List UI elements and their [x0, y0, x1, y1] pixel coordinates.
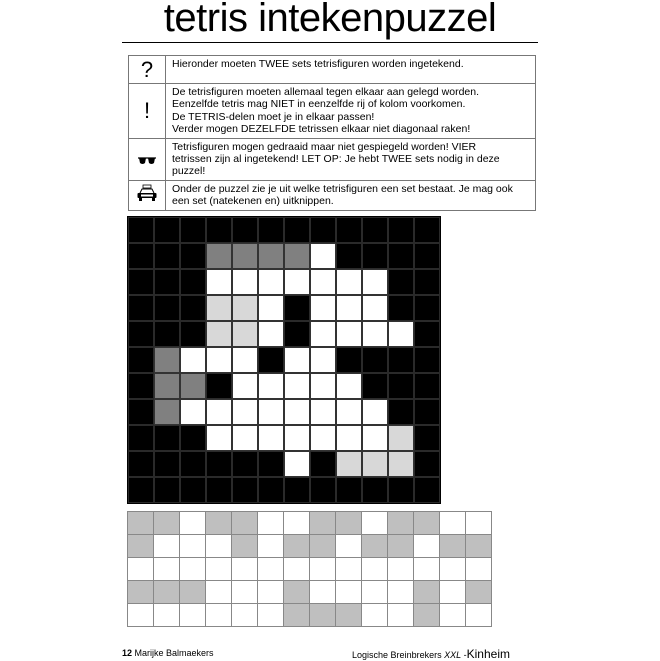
puzzle-cell[interactable]: [310, 347, 336, 373]
set-cell: [440, 535, 466, 558]
puzzle-cell[interactable]: [336, 269, 362, 295]
puzzle-cell[interactable]: [388, 451, 414, 477]
set-cell: [154, 535, 180, 558]
set-cell: [206, 512, 232, 535]
set-cell: [440, 581, 466, 604]
rule-line: Eenzelfde tetris mag NIET in eenzelfde rij of kolom voorkomen.: [172, 98, 466, 111]
page-number: 12: [122, 648, 133, 658]
puzzle-cell[interactable]: [336, 321, 362, 347]
page-title: tetris intekenpuzzel: [163, 0, 497, 40]
taxi-icon: [129, 180, 166, 210]
puzzle-cell[interactable]: [232, 243, 258, 269]
set-cell: [336, 558, 362, 581]
puzzle-cell[interactable]: [310, 399, 336, 425]
puzzle-cell[interactable]: [128, 477, 154, 503]
puzzle-cell[interactable]: [258, 425, 284, 451]
puzzle-cell[interactable]: [284, 373, 310, 399]
puzzle-cell[interactable]: [336, 425, 362, 451]
puzzle-cell[interactable]: [180, 321, 206, 347]
puzzle-cell[interactable]: [414, 451, 440, 477]
rule-line: Tetrisfiguren mogen gedraaid maar niet gespiegeld worden! VIER: [172, 140, 477, 153]
rules-table: [128, 55, 536, 211]
puzzle-cell[interactable]: [258, 321, 284, 347]
set-cell: [466, 535, 492, 558]
puzzle-cell[interactable]: [336, 399, 362, 425]
set-cell: [284, 604, 310, 627]
set-cell: [440, 512, 466, 535]
puzzle-cell[interactable]: [336, 451, 362, 477]
puzzle-cell[interactable]: [310, 243, 336, 269]
rule-row: [129, 56, 536, 84]
puzzle-cell[interactable]: [232, 425, 258, 451]
puzzle-cell[interactable]: [206, 373, 232, 399]
rule-line: Hieronder moeten TWEE sets tetrisfiguren worden ingetekend.: [172, 58, 464, 70]
puzzle-cell[interactable]: [414, 399, 440, 425]
puzzle-cell[interactable]: [414, 347, 440, 373]
puzzle-cell[interactable]: [128, 269, 154, 295]
puzzle-cell[interactable]: [258, 295, 284, 321]
rule-text: [166, 56, 536, 84]
puzzle-cell[interactable]: [206, 477, 232, 503]
set-cell: [154, 604, 180, 627]
set-cell: [284, 535, 310, 558]
puzzle-cell[interactable]: [180, 217, 206, 243]
title-divider: [122, 42, 538, 43]
puzzle-cell[interactable]: [206, 399, 232, 425]
puzzle-cell[interactable]: [128, 295, 154, 321]
puzzle-cell[interactable]: [154, 373, 180, 399]
publisher-name: Kinheim: [466, 647, 510, 661]
set-cell: [362, 535, 388, 558]
set-cell: [128, 604, 154, 627]
set-cell: [414, 604, 440, 627]
set-cell: [388, 581, 414, 604]
puzzle-cell[interactable]: [206, 269, 232, 295]
puzzle-cell[interactable]: [128, 347, 154, 373]
set-cell: [128, 558, 154, 581]
puzzle-cell[interactable]: [284, 451, 310, 477]
puzzle-cell[interactable]: [258, 217, 284, 243]
set-cell: [258, 535, 284, 558]
puzzle-cell[interactable]: [388, 269, 414, 295]
rule-row: [129, 138, 536, 180]
puzzle-cell[interactable]: [336, 347, 362, 373]
set-cell: [466, 604, 492, 627]
set-cell: [466, 512, 492, 535]
puzzle-cell[interactable]: [362, 373, 388, 399]
puzzle-cell[interactable]: [232, 321, 258, 347]
exclamation-mark-icon: !: [129, 84, 166, 139]
puzzle-cell[interactable]: [388, 217, 414, 243]
set-cell: [440, 558, 466, 581]
puzzle-cell[interactable]: [362, 295, 388, 321]
set-cell: [414, 535, 440, 558]
rule-line: een set (natekenen en) uitknippen.: [172, 195, 334, 208]
puzzle-cell[interactable]: [284, 399, 310, 425]
set-cell: [362, 558, 388, 581]
set-cell: [466, 558, 492, 581]
puzzle-cell[interactable]: [362, 477, 388, 503]
set-cell: [284, 581, 310, 604]
puzzle-cell[interactable]: [232, 477, 258, 503]
tetris-set-grid: [127, 511, 492, 627]
puzzle-cell[interactable]: [362, 243, 388, 269]
set-cell: [310, 558, 336, 581]
puzzle-cell[interactable]: [206, 217, 232, 243]
puzzle-cell[interactable]: [388, 243, 414, 269]
puzzle-cell[interactable]: [128, 321, 154, 347]
set-cell: [414, 581, 440, 604]
puzzle-cell[interactable]: [154, 295, 180, 321]
puzzle-cell[interactable]: [206, 243, 232, 269]
puzzle-cell[interactable]: [388, 477, 414, 503]
puzzle-cell[interactable]: [336, 373, 362, 399]
book-edition: XXL: [444, 650, 462, 660]
puzzle-cell[interactable]: [362, 321, 388, 347]
puzzle-cell[interactable]: [258, 451, 284, 477]
puzzle-cell[interactable]: [128, 425, 154, 451]
puzzle-cell[interactable]: [284, 477, 310, 503]
book-title: Logische Breinbrekers: [352, 650, 442, 660]
puzzle-cell[interactable]: [284, 321, 310, 347]
puzzle-cell[interactable]: [232, 347, 258, 373]
puzzle-cell[interactable]: [336, 295, 362, 321]
set-cell: [180, 604, 206, 627]
puzzle-cell[interactable]: [154, 269, 180, 295]
puzzle-cell[interactable]: [258, 269, 284, 295]
puzzle-cell[interactable]: [154, 347, 180, 373]
puzzle-cell[interactable]: [310, 425, 336, 451]
set-cell: [362, 512, 388, 535]
puzzle-cell[interactable]: [258, 373, 284, 399]
puzzle-cell[interactable]: [414, 217, 440, 243]
question-mark-icon: ?: [129, 56, 166, 84]
rule-text: [166, 84, 536, 139]
sunglasses-icon: [129, 138, 166, 180]
set-cell: [336, 604, 362, 627]
puzzle-cell[interactable]: [310, 295, 336, 321]
puzzle-cell[interactable]: [154, 321, 180, 347]
puzzle-cell[interactable]: [362, 217, 388, 243]
puzzle-cell[interactable]: [362, 347, 388, 373]
rule-line: tetrissen zijn al ingetekend! LET OP: Je hebt TWEE sets nodig in deze: [172, 153, 500, 166]
set-cell: [310, 604, 336, 627]
set-cell: [414, 558, 440, 581]
puzzle-grid: [127, 216, 441, 504]
set-cell: [180, 558, 206, 581]
puzzle-cell[interactable]: [154, 399, 180, 425]
puzzle-cell[interactable]: [154, 243, 180, 269]
set-cell: [180, 512, 206, 535]
set-cell: [388, 604, 414, 627]
set-cell: [336, 512, 362, 535]
puzzle-cell[interactable]: [310, 269, 336, 295]
set-cell: [258, 604, 284, 627]
puzzle-cell[interactable]: [232, 295, 258, 321]
set-cell: [180, 535, 206, 558]
puzzle-cell[interactable]: [284, 243, 310, 269]
rule-row: [129, 84, 536, 139]
puzzle-cell[interactable]: [232, 217, 258, 243]
puzzle-cell[interactable]: [180, 295, 206, 321]
puzzle-cell[interactable]: [284, 217, 310, 243]
puzzle-cell[interactable]: [362, 451, 388, 477]
puzzle-cell[interactable]: [336, 477, 362, 503]
footer-right: [352, 647, 510, 661]
set-cell: [154, 581, 180, 604]
puzzle-cell[interactable]: [284, 269, 310, 295]
set-cell: [414, 512, 440, 535]
set-cell: [206, 581, 232, 604]
set-cell: [232, 535, 258, 558]
puzzle-cell[interactable]: [284, 347, 310, 373]
puzzle-cell[interactable]: [154, 477, 180, 503]
puzzle-cell[interactable]: [128, 217, 154, 243]
puzzle-cell[interactable]: [336, 243, 362, 269]
rule-line: Verder mogen DEZELFDE tetrissen elkaar niet diagonaal raken!: [172, 123, 471, 136]
set-cell: [206, 535, 232, 558]
set-cell: [154, 512, 180, 535]
set-cell: [206, 558, 232, 581]
puzzle-cell[interactable]: [128, 451, 154, 477]
puzzle-cell[interactable]: [388, 321, 414, 347]
rule-line: De tetrisfiguren moeten allemaal tegen elkaar aan gelegd worden.: [172, 86, 480, 98]
puzzle-cell[interactable]: [128, 243, 154, 269]
puzzle-cell[interactable]: [310, 321, 336, 347]
set-cell: [154, 558, 180, 581]
puzzle-cell[interactable]: [128, 373, 154, 399]
puzzle-cell[interactable]: [414, 295, 440, 321]
puzzle-cell[interactable]: [388, 347, 414, 373]
puzzle-cell[interactable]: [232, 451, 258, 477]
puzzle-cell[interactable]: [310, 217, 336, 243]
puzzle-cell[interactable]: [414, 477, 440, 503]
puzzle-cell[interactable]: [154, 425, 180, 451]
puzzle-cell[interactable]: [336, 217, 362, 243]
puzzle-cell[interactable]: [284, 295, 310, 321]
footer-left: [122, 648, 214, 658]
puzzle-cell[interactable]: [388, 425, 414, 451]
puzzle-cell[interactable]: [180, 451, 206, 477]
puzzle-cell[interactable]: [258, 347, 284, 373]
set-cell: [336, 581, 362, 604]
set-cell: [232, 581, 258, 604]
set-cell: [232, 512, 258, 535]
set-cell: [128, 581, 154, 604]
puzzle-cell[interactable]: [232, 373, 258, 399]
set-cell: [258, 512, 284, 535]
puzzle-cell[interactable]: [414, 243, 440, 269]
puzzle-cell[interactable]: [180, 269, 206, 295]
set-cell: [388, 535, 414, 558]
puzzle-cell[interactable]: [362, 399, 388, 425]
set-cell: [128, 535, 154, 558]
puzzle-cell[interactable]: [206, 321, 232, 347]
puzzle-cell[interactable]: [310, 477, 336, 503]
puzzle-cell[interactable]: [154, 217, 180, 243]
rule-row: [129, 180, 536, 210]
puzzle-cell[interactable]: [154, 451, 180, 477]
set-cell: [388, 512, 414, 535]
puzzle-cell[interactable]: [128, 399, 154, 425]
set-cell: [310, 535, 336, 558]
rule-text: [166, 138, 536, 180]
puzzle-cell[interactable]: [206, 347, 232, 373]
puzzle-cell[interactable]: [414, 269, 440, 295]
set-cell: [258, 581, 284, 604]
set-cell: [258, 558, 284, 581]
set-cell: [310, 512, 336, 535]
set-cell: [232, 604, 258, 627]
set-cell: [440, 604, 466, 627]
puzzle-cell[interactable]: [206, 295, 232, 321]
set-cell: [180, 581, 206, 604]
puzzle-cell[interactable]: [310, 451, 336, 477]
puzzle-cell[interactable]: [206, 451, 232, 477]
puzzle-cell[interactable]: [414, 373, 440, 399]
puzzle-cell[interactable]: [232, 399, 258, 425]
puzzle-cell[interactable]: [388, 373, 414, 399]
puzzle-cell[interactable]: [362, 425, 388, 451]
author-name: Marijke Balmaekers: [134, 648, 214, 658]
set-cell: [284, 558, 310, 581]
set-cell: [362, 581, 388, 604]
puzzle-cell[interactable]: [388, 295, 414, 321]
puzzle-cell[interactable]: [414, 425, 440, 451]
set-cell: [232, 558, 258, 581]
puzzle-cell[interactable]: [258, 243, 284, 269]
puzzle-cell[interactable]: [284, 425, 310, 451]
puzzle-cell[interactable]: [180, 373, 206, 399]
puzzle-cell[interactable]: [180, 477, 206, 503]
set-cell: [310, 581, 336, 604]
puzzle-cell[interactable]: [258, 477, 284, 503]
puzzle-cell[interactable]: [206, 425, 232, 451]
set-cell: [388, 558, 414, 581]
set-cell: [362, 604, 388, 627]
set-cell: [206, 604, 232, 627]
puzzle-cell[interactable]: [180, 425, 206, 451]
puzzle-cell[interactable]: [414, 321, 440, 347]
puzzle-cell[interactable]: [362, 269, 388, 295]
footer-separator: -: [463, 650, 467, 660]
puzzle-cell[interactable]: [180, 243, 206, 269]
set-cell: [336, 535, 362, 558]
rule-line: puzzel!: [172, 165, 206, 178]
set-cell: [466, 581, 492, 604]
puzzle-cell[interactable]: [180, 347, 206, 373]
puzzle-cell[interactable]: [388, 399, 414, 425]
puzzle-cell[interactable]: [232, 269, 258, 295]
rule-line: Onder de puzzel zie je uit welke tetrisfiguren een set bestaat. Je mag ook: [172, 182, 513, 195]
rule-text: [166, 180, 536, 210]
puzzle-cell[interactable]: [310, 373, 336, 399]
set-cell: [284, 512, 310, 535]
set-cell: [128, 512, 154, 535]
puzzle-cell[interactable]: [258, 399, 284, 425]
puzzle-cell[interactable]: [180, 399, 206, 425]
rule-line: De TETRIS-delen moet je in elkaar passen!: [172, 110, 375, 123]
